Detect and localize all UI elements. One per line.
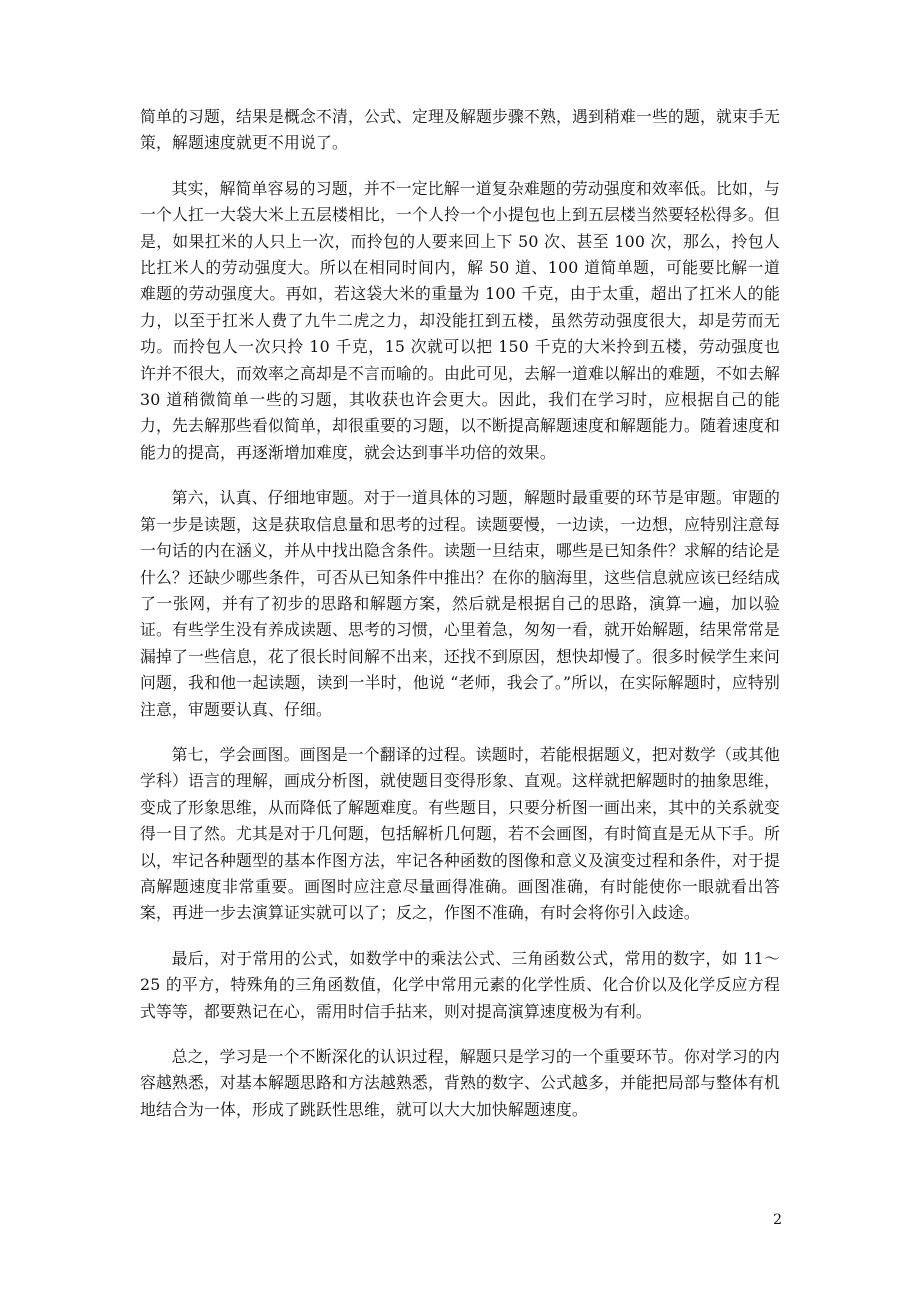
paragraph-simple-exercises: 其实，解简单容易的习题，并不一定比解一道复杂难题的劳动强度和效率低。比如，与一个人扛一大袋大米上五层楼相比，一个人拎一个小提包也上到五层楼当然要轻松得多。但是，如果扛米的人只上一次，而拎包的人要来回上下 50 次、甚至 100 次，那么，拎包人比扛米人的劳动强度大。所以在相同时间内，解 50 道、100 道简单题，可能要比解一道难题的劳动强度大。再如，若这袋大米的重量为 100 千克，由于太重，超出了扛米人的能力，以至于扛米人费了九牛二虎之力，却没能扛到五楼，虽然劳动强度很大，却是劳而无功。而拎包人一次只拎 10 千克，15 次就可以把 150 千克的大米拎到五楼，劳动强度也许并不很大，而效率之高却是不言而喻的。由此可见，去解一道难以解出的难题，不如去解 30 道稍微简单一些的习题，其收获也许会更大。因此，我们在学习时，应根据自己的能力，先去解那些看似简单，却很重要的习题，以不断提高解题速度和解题能力。随着速度和能力的提高，再逐渐增加难度，就会达到事半功倍的效果。 <box>140 178 780 462</box>
paragraph-drawing-diagrams: 第七，学会画图。画图是一个翻译的过程。读题时，若能根据题义，把对数学（或其他学科）语言的理解，画成分析图，就使题目变得形象、直观。这样就把解题时的抽象思维，变成了形象思维，从而降低了解题难度。有些题目，只要分析图一画出来，其中的关系就变得一目了然。尤其是对于几何题，包括解析几何题，若不会画图，有时简直是无从下手。所以，牢记各种题型的基本作图方法，牢记各种函数的图像和意义及演变过程和条件，对于提高解题速度非常重要。画图时应注意尽量画得准确。画图准确，有时能使你一眼就看出答案，再进一步去演算证实就可以了；反之，作图不准确，有时会将你引入歧途。 <box>140 744 780 923</box>
paragraph-conclusion: 总之，学习是一个不断深化的认识过程，解题只是学习的一个重要环节。你对学习的内容越熟悉，对基本解题思路和方法越熟悉，背熟的数字、公式越多，并能把局部与整体有机地结合为一体，形成了跳跃性思维，就可以大大加快解题速度。 <box>140 1047 780 1119</box>
document-body <box>140 104 780 1142</box>
paragraph-reading-problems: 第六，认真、仔细地审题。对于一道具体的习题，解题时最重要的环节是审题。审题的第一步是读题，这是获取信息量和思考的过程。读题要慢，一边读，一边想，应特别注意每一句话的内在涵义，并从中找出隐含条件。读题一旦结束，哪些是已知条件？求解的结论是什么？还缺少哪些条件，可否从已知条件中推出？在你的脑海里，这些信息就应该已经结成了一张网，并有了初步的思路和解题方案，然后就是根据自己的思路，演算一遍，加以验证。有些学生没有养成读题、思考的习惯，心里着急，匆匆一看，就开始解题，结果常常是漏掉了一些信息，花了很长时间解不出来，还找不到原因，想快却慢了。很多时候学生来问问题，我和他一起读题，读到一半时，他说 “老师，我会了。”所以，在实际解题时，应特别注意，审题要认真、仔细。 <box>140 488 780 719</box>
page-number: 2 <box>773 1212 782 1228</box>
paragraph-memorize-formulas: 最后，对于常用的公式，如数学中的乘法公式、三角函数公式，常用的数字，如 11～25 的平方，特殊角的三角函数值，化学中常用元素的化学性质、化合价以及化学反应方程式等等，都要熟记在心，需用时信手拈来，则对提高演算速度极为有利。 <box>140 948 780 1021</box>
paragraph-continuation: 简单的习题，结果是概念不清，公式、定理及解题步骤不熟，遇到稍难一些的题，就束手无策，解题速度就更不用说了。 <box>140 107 780 153</box>
